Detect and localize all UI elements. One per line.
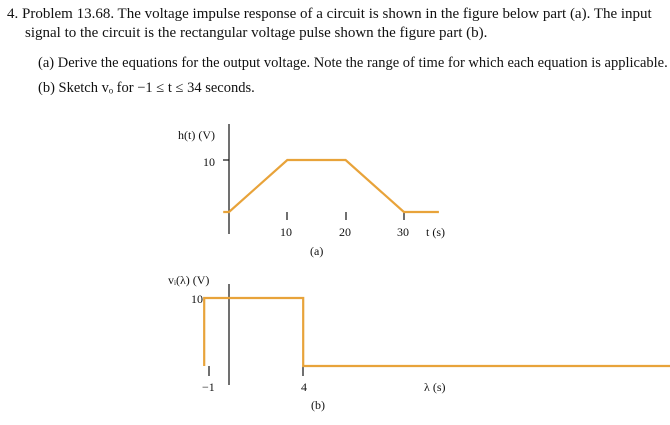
fig-b-curve-path — [204, 298, 670, 366]
fig-b-xtick-minus1: −1 — [202, 380, 215, 394]
fig-b-xtick-4: 4 — [301, 380, 307, 394]
fig-a-xtick-10: 10 — [280, 225, 292, 239]
fig-a-xunit: t (s) — [426, 225, 445, 239]
fig-a-xtick-30: 30 — [397, 225, 409, 239]
fig-a-caption: (a) — [310, 244, 324, 258]
part-a-text: (a) Derive the equations for the output voltage. Note the range of time for which each equation is applicable. — [38, 55, 668, 71]
problem-line-1: 4. Problem 13.68. The voltage impulse response of a circuit is shown in the figure below part (a). The input — [7, 6, 652, 22]
fig-b-ytick-10: 10 — [191, 292, 203, 306]
fig-b-xunit: λ (s) — [424, 380, 446, 394]
fig-a-ylabel: h(t) (V) — [178, 128, 215, 142]
problem-line-2: signal to the circuit is the rectangular voltage pulse shown the figure part (b). — [25, 25, 488, 41]
fig-b-input-pulse-curve — [204, 298, 670, 366]
fig-a-ytick-10: 10 — [203, 155, 215, 169]
fig-a-curve-path — [223, 160, 439, 212]
fig-b-ylabel: vᵢ(λ) (V) — [168, 273, 210, 287]
part-b-text: (b) Sketch vₒ for −1 ≤ t ≤ 34 seconds. — [38, 80, 255, 96]
fig-a-impulse-response-curve — [223, 160, 439, 212]
fig-b-caption: (b) — [311, 398, 325, 412]
fig-a-xtick-20: 20 — [339, 225, 351, 239]
